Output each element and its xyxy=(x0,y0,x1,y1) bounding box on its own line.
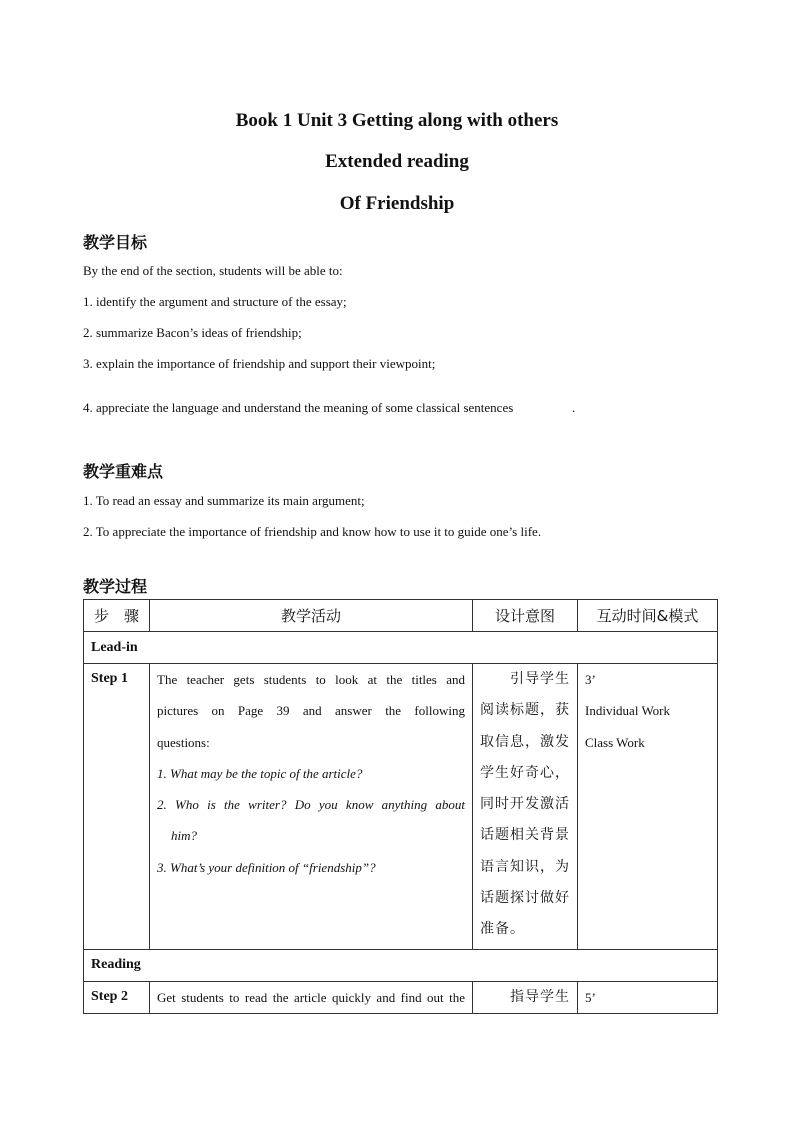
step-2-time: 5’ xyxy=(585,989,596,1005)
step-1-activity-line: The teacher gets students to look at the titles and xyxy=(157,672,465,687)
step-2-mode xyxy=(578,981,718,1013)
step-1-intent-line: 准备。 xyxy=(480,921,525,938)
process-heading: 教学过程 xyxy=(83,577,148,596)
step-1-question-1: 1. What may be the topic of the article? xyxy=(157,765,363,781)
step-1-intent-line: 取信息，激发 xyxy=(480,733,570,750)
step-1-intent-line: 阅读标题，获 xyxy=(480,702,570,719)
step-1-activity-line: questions: xyxy=(157,734,210,750)
step-1-intent xyxy=(473,664,578,950)
section-row-reading xyxy=(84,949,718,981)
column-header-step: 步 骤 xyxy=(84,600,150,632)
step-2-label: Step 2 xyxy=(84,981,150,1013)
step-1-intent-line: 同时开发激活 xyxy=(480,796,570,813)
title-extended-reading: Extended reading xyxy=(325,151,469,172)
key-point-item-2: 2. To appreciate the importance of friendship and know how to use it to guide one’s life. xyxy=(83,524,542,539)
step-1-intent-line: 学生好奇心， xyxy=(480,764,570,781)
step-1-label: Step 1 xyxy=(84,664,150,950)
step-1-question-2: 2. Who is the writer? Do you know anything about xyxy=(157,797,465,813)
step-2-activity-line: Get students to read the article quickly and find out the xyxy=(157,989,465,1005)
step-1-intent-line: 引导学生 xyxy=(510,671,570,687)
title-of-friendship: Of Friendship xyxy=(339,193,455,214)
step-2-intent xyxy=(473,981,578,1013)
key-point-item-1: 1. To read an essay and summarize its main argument; xyxy=(83,493,365,508)
table-header-row xyxy=(84,600,718,632)
objective-item-4-period: . xyxy=(572,400,576,415)
step-1-mode-line: Individual Work xyxy=(585,703,671,719)
step-1-intent-line: 话题相关背景 xyxy=(480,827,570,844)
objective-item-1: 1. identify the argument and structure of the essay; xyxy=(83,294,347,309)
column-header-activity: 教学活动 xyxy=(150,600,473,632)
objectives-heading: 教学目标 xyxy=(83,233,148,252)
step-1-question-3: 3. What’s your definition of “friendship”? xyxy=(157,859,376,875)
objective-item-4: 4. appreciate the language and understand the meaning of some classical sentences xyxy=(83,400,514,415)
step-1-activity-line: pictures on Page 39 and answer the following xyxy=(157,703,465,719)
section-label-reading: Reading xyxy=(84,949,718,981)
column-header-mode: 互动时间&模式 xyxy=(578,600,718,632)
objective-item-2: 2. summarize Bacon’s ideas of friendship; xyxy=(83,325,302,340)
step-1-time: 3’ xyxy=(585,672,596,687)
title-book-unit: Book 1 Unit 3 Getting along with others xyxy=(235,110,559,131)
section-label-lead-in: Lead-in xyxy=(84,632,718,664)
column-header-intent: 设计意图 xyxy=(473,600,578,632)
objective-item-3: 3. explain the importance of friendship and support their viewpoint; xyxy=(83,356,436,371)
step-1-intent-line: 语言知识，为 xyxy=(480,858,570,875)
lesson-process-table xyxy=(83,599,718,1014)
step-1-mode-line: Class Work xyxy=(585,734,645,750)
step-1-intent-line: 话题探讨做好 xyxy=(480,890,570,907)
table-row-step-2 xyxy=(84,981,718,1013)
table-row-step-1 xyxy=(84,664,718,950)
step-2-intent-line: 指导学生 xyxy=(510,988,570,1005)
section-row-lead-in xyxy=(84,632,718,664)
objectives-intro: By the end of the section, students will be able to: xyxy=(83,263,343,278)
key-points-heading: 教学重难点 xyxy=(83,462,164,481)
step-1-question-2-cont: him? xyxy=(171,828,197,844)
step-1-mode xyxy=(578,664,718,950)
step-2-activity xyxy=(150,981,473,1013)
step-1-activity xyxy=(150,664,473,950)
